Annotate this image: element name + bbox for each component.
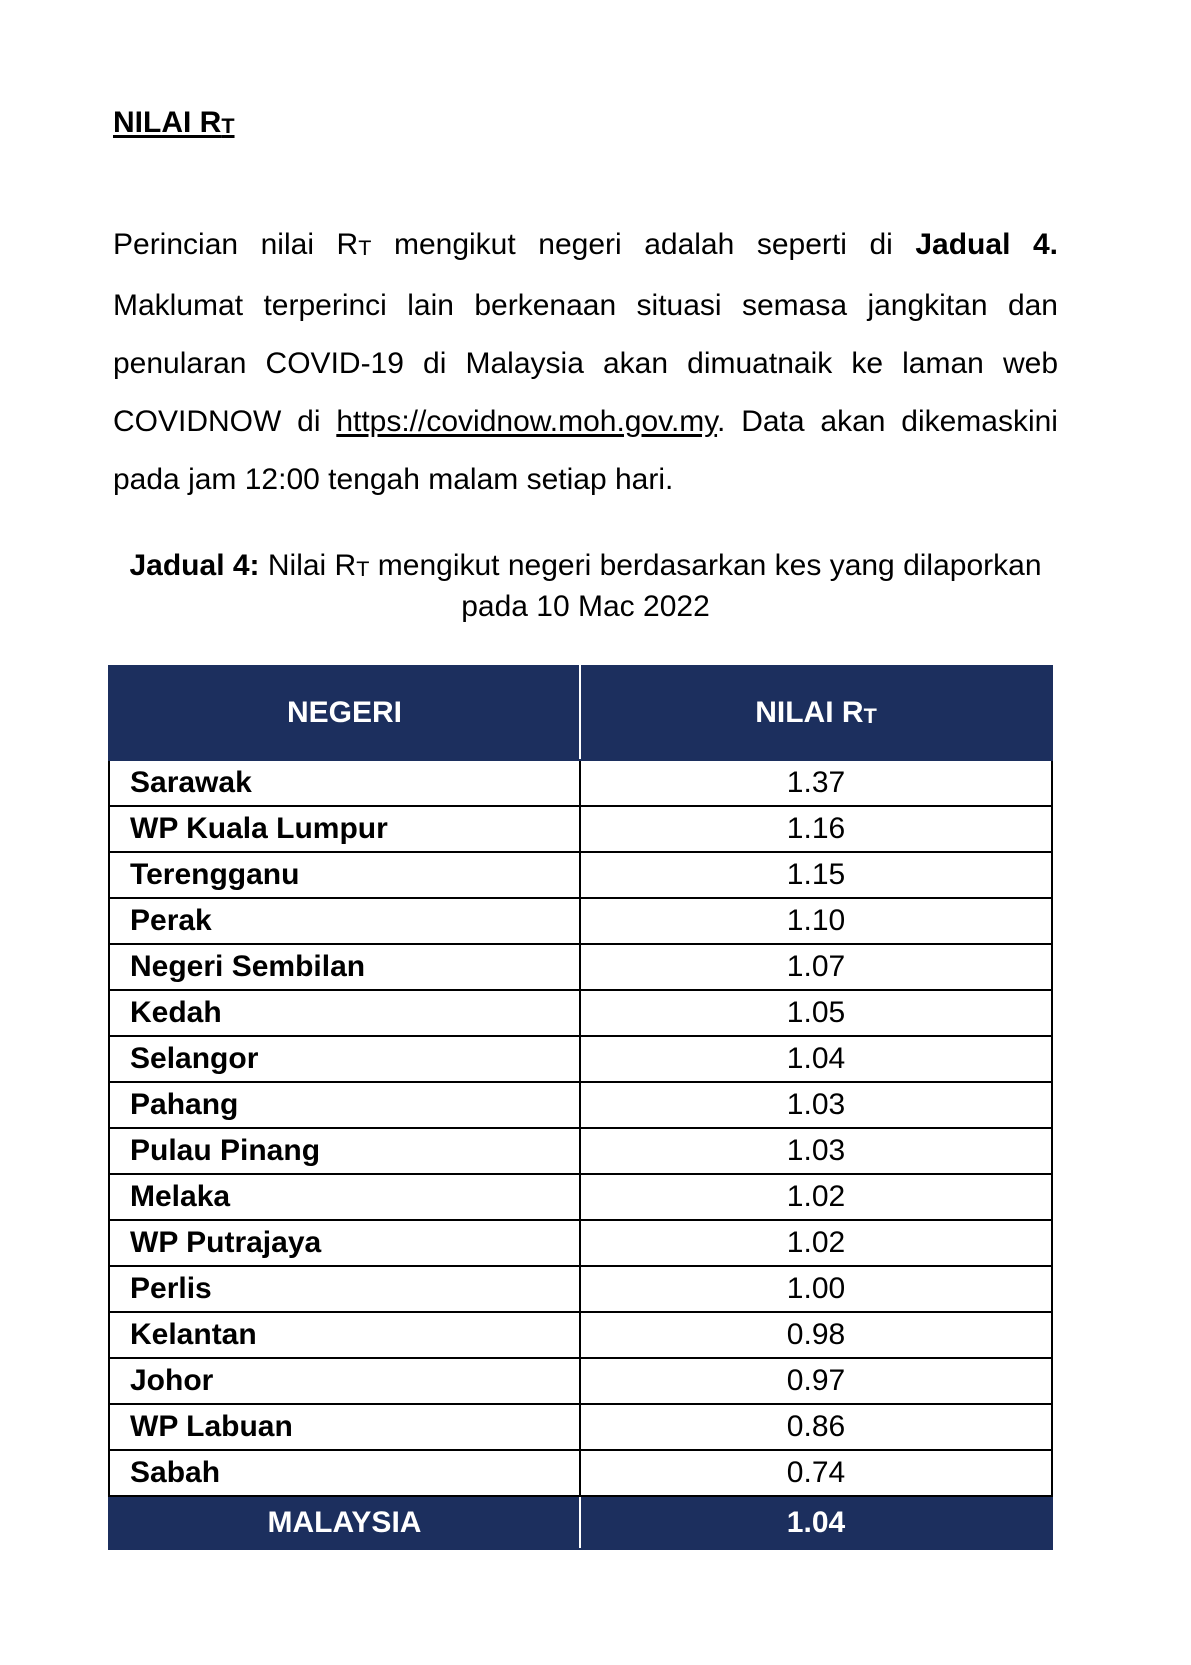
value-cell: 0.98 (580, 1312, 1052, 1358)
state-cell: Perlis (109, 1266, 580, 1312)
state-cell: WP Kuala Lumpur (109, 806, 580, 852)
table-row (109, 990, 1052, 1036)
table-header-row (109, 666, 1052, 760)
table-row (109, 1128, 1052, 1174)
caption-part1: Nilai R (259, 549, 357, 582)
table-row (109, 898, 1052, 944)
table-row (109, 1036, 1052, 1082)
value-cell: 1.10 (580, 898, 1052, 944)
value-cell: 1.37 (580, 760, 1052, 806)
table-row (109, 1174, 1052, 1220)
state-cell: Perak (109, 898, 580, 944)
table-row (109, 852, 1052, 898)
table-row (109, 1450, 1052, 1496)
table-row (109, 1082, 1052, 1128)
state-cell: Melaka (109, 1174, 580, 1220)
value-cell: 1.05 (580, 990, 1052, 1036)
value-cell: 1.03 (580, 1128, 1052, 1174)
page-heading (113, 106, 235, 140)
table-body (109, 760, 1052, 1496)
value-cell: 0.86 (580, 1404, 1052, 1450)
table-row (109, 1312, 1052, 1358)
table-row (109, 1220, 1052, 1266)
header-value-subscript: T (863, 703, 877, 729)
state-cell: Pahang (109, 1082, 580, 1128)
paragraph-subscript: T (358, 235, 372, 261)
value-cell: 1.07 (580, 944, 1052, 990)
state-cell: WP Labuan (109, 1404, 580, 1450)
value-cell: 0.74 (580, 1450, 1052, 1496)
paragraph-part4: . Data akan dikemaskini pada jam 12:00 tengah malam setiap hari. (113, 405, 1058, 497)
state-cell: Negeri Sembilan (109, 944, 580, 990)
caption-part2: mengikut negeri berdasarkan kes yang dilaporkan pada 10 Mac 2022 (369, 549, 1042, 624)
state-cell: Terengganu (109, 852, 580, 898)
state-cell: Johor (109, 1358, 580, 1404)
table-row (109, 1404, 1052, 1450)
covidnow-link[interactable]: https://covidnow.moh.gov.my (336, 405, 718, 439)
caption-label: Jadual 4: (129, 549, 260, 582)
state-cell: Selangor (109, 1036, 580, 1082)
table-caption (108, 547, 1063, 626)
header-value (580, 666, 1052, 760)
header-state (109, 666, 580, 760)
paragraph-table-reference: Jadual 4. (915, 228, 1058, 261)
state-cell: Kedah (109, 990, 580, 1036)
table-row (109, 944, 1052, 990)
total-value: 1.04 (580, 1496, 1052, 1549)
value-cell: 1.15 (580, 852, 1052, 898)
header-state-label: NEGERI (286, 696, 403, 729)
value-cell: 1.16 (580, 806, 1052, 852)
state-cell: Kelantan (109, 1312, 580, 1358)
paragraph-part1: Perincian nilai R (113, 228, 359, 261)
value-cell: 1.03 (580, 1082, 1052, 1128)
table-row (109, 806, 1052, 852)
table-row (109, 1266, 1052, 1312)
paragraph-part3: Maklumat terperinci lain berkenaan situasi semasa jangkitan dan penularan COVID-19 di Malaysia akan dimuatnaik ke laman web COVIDNOW di (113, 289, 1058, 439)
value-cell: 1.00 (580, 1266, 1052, 1312)
header-value-label: NILAI R (755, 696, 864, 729)
total-state: MALAYSIA (109, 1496, 580, 1549)
rt-table (108, 665, 1053, 1550)
total-row (109, 1496, 1052, 1549)
state-cell: WP Putrajaya (109, 1220, 580, 1266)
heading-subscript: T (221, 113, 235, 139)
heading-text: NILAI R (113, 106, 222, 139)
paragraph-part2: mengikut negeri adalah seperti di (371, 228, 916, 261)
value-cell: 1.04 (580, 1036, 1052, 1082)
caption-subscript: T (356, 556, 370, 582)
state-cell: Sabah (109, 1450, 580, 1496)
table-row (109, 760, 1052, 806)
table-row (109, 1358, 1052, 1404)
value-cell: 1.02 (580, 1174, 1052, 1220)
state-cell: Sarawak (109, 760, 580, 806)
value-cell: 1.02 (580, 1220, 1052, 1266)
intro-paragraph (113, 216, 1058, 509)
state-cell: Pulau Pinang (109, 1128, 580, 1174)
value-cell: 0.97 (580, 1358, 1052, 1404)
